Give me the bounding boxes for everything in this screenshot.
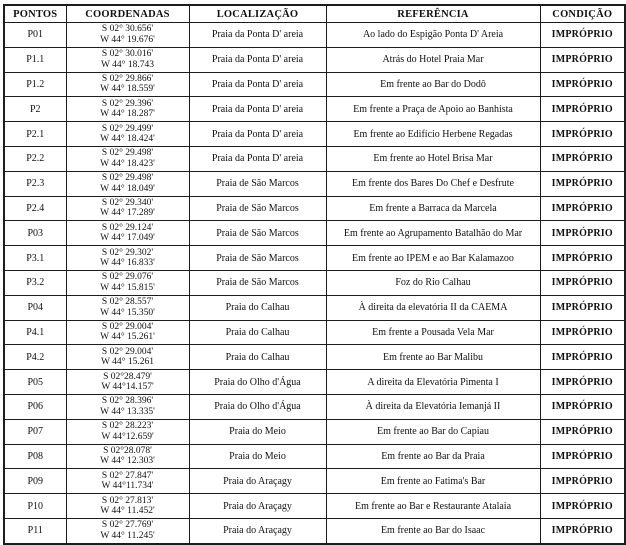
cell-ponto: P05 bbox=[4, 370, 66, 395]
coordinate-west: W 44° 18.423' bbox=[100, 158, 155, 169]
cell-localizacao: Praia do Araçagy bbox=[189, 518, 326, 543]
cell-condicao: IMPRÓPRIO bbox=[540, 370, 625, 395]
table-row bbox=[4, 494, 625, 519]
cell-condicao: IMPRÓPRIO bbox=[540, 196, 625, 221]
table-row bbox=[4, 370, 625, 395]
cell-localizacao: Praia do Calhau bbox=[189, 345, 326, 370]
cell-condicao: IMPRÓPRIO bbox=[540, 97, 625, 122]
cell-coordenadas bbox=[66, 246, 189, 271]
cell-ponto: P3.2 bbox=[4, 270, 66, 295]
cell-ponto: P1.1 bbox=[4, 47, 66, 72]
cell-ponto: P4.1 bbox=[4, 320, 66, 345]
cell-coordenadas bbox=[66, 295, 189, 320]
coordinate-south: S 02° 29.004' bbox=[101, 346, 154, 357]
cell-coordenadas bbox=[66, 394, 189, 419]
cell-coordenadas bbox=[66, 146, 189, 171]
coordinate-west: W 44°12.659' bbox=[101, 431, 154, 442]
cell-condicao: IMPRÓPRIO bbox=[540, 469, 625, 494]
cell-coordenadas bbox=[66, 320, 189, 345]
cell-ponto: P2.4 bbox=[4, 196, 66, 221]
table-row bbox=[4, 246, 625, 271]
cell-coordenadas bbox=[66, 196, 189, 221]
coordinate-west: W 44° 15.815' bbox=[100, 282, 155, 293]
coordinate-west: W 44° 17.289' bbox=[100, 208, 155, 219]
cell-referencia: Em frente ao Bar Malibu bbox=[326, 345, 540, 370]
cell-ponto: P1.2 bbox=[4, 72, 66, 97]
cell-referencia: Em frente a Pousada Vela Mar bbox=[326, 320, 540, 345]
table-row bbox=[4, 221, 625, 246]
table-row bbox=[4, 518, 625, 543]
cell-coordenadas bbox=[66, 518, 189, 543]
cell-ponto: P03 bbox=[4, 221, 66, 246]
cell-ponto: P3.1 bbox=[4, 246, 66, 271]
cell-condicao: IMPRÓPRIO bbox=[540, 171, 625, 196]
table-row bbox=[4, 122, 625, 147]
cell-coordenadas bbox=[66, 72, 189, 97]
cell-referencia: Em frente ao Bar da Praia bbox=[326, 444, 540, 469]
coordinate-west: W 44° 15.261' bbox=[100, 332, 155, 343]
cell-referencia: Em frente ao IPEM e ao Bar Kalamazoo bbox=[326, 246, 540, 271]
cell-localizacao: Praia do Meio bbox=[189, 444, 326, 469]
cell-referencia: Em frente ao Bar do Isaac bbox=[326, 518, 540, 543]
table-row bbox=[4, 469, 625, 494]
cell-referencia: Em frente ao Bar do Capiau bbox=[326, 419, 540, 444]
coordinate-south: S 02° 29.004' bbox=[101, 321, 154, 332]
cell-localizacao: Praia da Ponta D' areia bbox=[189, 122, 326, 147]
cell-coordenadas bbox=[66, 122, 189, 147]
cell-referencia: Foz do Rio Calhau bbox=[326, 270, 540, 295]
coordinate-south: S 02°28.479' bbox=[103, 371, 152, 382]
coordinate-west: W 44° 11.245' bbox=[100, 530, 155, 541]
coordinate-south: S 02° 27.769' bbox=[101, 520, 154, 531]
cell-condicao: IMPRÓPRIO bbox=[540, 295, 625, 320]
table-row bbox=[4, 171, 625, 196]
coordinate-west: W 44° 15.261 bbox=[101, 357, 154, 368]
cell-condicao: IMPRÓPRIO bbox=[540, 122, 625, 147]
coordinate-south: S 02° 29.396' bbox=[101, 98, 154, 109]
cell-coordenadas bbox=[66, 221, 189, 246]
cell-localizacao: Praia de São Marcos bbox=[189, 171, 326, 196]
cell-ponto: P10 bbox=[4, 494, 66, 519]
coordinate-west: W 44° 16.833' bbox=[100, 258, 155, 269]
cell-referencia: Em frente ao Hotel Brisa Mar bbox=[326, 146, 540, 171]
cell-localizacao: Praia do Meio bbox=[189, 419, 326, 444]
cell-coordenadas bbox=[66, 97, 189, 122]
table-row bbox=[4, 72, 625, 97]
coordinate-west: W 44° 12.303' bbox=[100, 456, 155, 467]
cell-localizacao: Praia da Ponta D' areia bbox=[189, 72, 326, 97]
coordinate-west: W 44° 13.335' bbox=[100, 406, 155, 417]
cell-condicao: IMPRÓPRIO bbox=[540, 270, 625, 295]
cell-condicao: IMPRÓPRIO bbox=[540, 345, 625, 370]
coordinate-west: W 44° 18.743 bbox=[101, 59, 154, 70]
cell-condicao: IMPRÓPRIO bbox=[540, 146, 625, 171]
cell-coordenadas bbox=[66, 47, 189, 72]
cell-condicao: IMPRÓPRIO bbox=[540, 419, 625, 444]
cell-coordenadas bbox=[66, 444, 189, 469]
cell-localizacao: Praia do Calhau bbox=[189, 295, 326, 320]
beach-monitoring-points-table bbox=[3, 4, 626, 545]
cell-coordenadas bbox=[66, 419, 189, 444]
cell-localizacao: Praia do Calhau bbox=[189, 320, 326, 345]
cell-referencia: Em frente dos Bares Do Chef e Desfrute bbox=[326, 171, 540, 196]
cell-referencia: Em frente a Barraca da Marcela bbox=[326, 196, 540, 221]
cell-coordenadas bbox=[66, 370, 189, 395]
coordinate-south: S 02° 28.557' bbox=[101, 297, 154, 308]
cell-ponto: P2.2 bbox=[4, 146, 66, 171]
cell-ponto: P2 bbox=[4, 97, 66, 122]
cell-referencia: Em frente ao Agrupamento Batalhão do Mar bbox=[326, 221, 540, 246]
coordinate-south: S 02° 28.223' bbox=[101, 421, 154, 432]
cell-condicao: IMPRÓPRIO bbox=[540, 221, 625, 246]
coordinate-south: S 02° 27.813' bbox=[101, 495, 154, 506]
coordinate-south: S 02° 29.302' bbox=[101, 247, 154, 258]
table-row bbox=[4, 97, 625, 122]
cell-referencia: Em frente ao Edifício Herbene Regadas bbox=[326, 122, 540, 147]
cell-localizacao: Praia da Ponta D' areia bbox=[189, 146, 326, 171]
cell-referencia: A direita da Elevatória Pimenta I bbox=[326, 370, 540, 395]
coordinate-south: S 02° 29.866' bbox=[101, 73, 154, 84]
cell-referencia: Em frente ao Bar do Dodô bbox=[326, 72, 540, 97]
cell-ponto: P09 bbox=[4, 469, 66, 494]
coordinate-west: W 44° 19.676' bbox=[100, 34, 155, 45]
cell-condicao: IMPRÓPRIO bbox=[540, 444, 625, 469]
cell-referencia: Ao lado do Espigão Ponta D' Areia bbox=[326, 23, 540, 48]
table-row bbox=[4, 23, 625, 48]
coordinate-south: S 02° 30.016' bbox=[101, 49, 154, 60]
cell-coordenadas bbox=[66, 171, 189, 196]
coordinate-south: S 02° 29.340' bbox=[101, 197, 154, 208]
coordinate-west: W 44° 18.424' bbox=[100, 134, 155, 145]
cell-ponto: P07 bbox=[4, 419, 66, 444]
table-row bbox=[4, 196, 625, 221]
coordinate-south: S 02° 29.499' bbox=[101, 123, 154, 134]
coordinate-south: S 02° 29.076' bbox=[101, 272, 154, 283]
coordinate-south: S 02° 29.124' bbox=[101, 222, 154, 233]
table-row bbox=[4, 47, 625, 72]
coordinate-west: W 44° 15.350' bbox=[100, 307, 155, 318]
cell-referencia: À direita da Elevatória Iemanjá II bbox=[326, 394, 540, 419]
column-header-pontos: PONTOS bbox=[4, 5, 66, 23]
coordinate-west: W 44° 18.049' bbox=[100, 183, 155, 194]
cell-condicao: IMPRÓPRIO bbox=[540, 494, 625, 519]
table-row bbox=[4, 345, 625, 370]
cell-coordenadas bbox=[66, 469, 189, 494]
coordinate-west: W 44° 17.049' bbox=[100, 233, 155, 244]
table-row bbox=[4, 444, 625, 469]
cell-coordenadas bbox=[66, 23, 189, 48]
header-row bbox=[4, 5, 625, 23]
coordinate-south: S 02° 30.656' bbox=[101, 24, 154, 35]
cell-coordenadas bbox=[66, 270, 189, 295]
cell-condicao: IMPRÓPRIO bbox=[540, 518, 625, 543]
cell-localizacao: Praia de São Marcos bbox=[189, 196, 326, 221]
cell-localizacao: Praia de São Marcos bbox=[189, 270, 326, 295]
cell-ponto: P2.1 bbox=[4, 122, 66, 147]
cell-ponto: P06 bbox=[4, 394, 66, 419]
cell-condicao: IMPRÓPRIO bbox=[540, 320, 625, 345]
cell-ponto: P4.2 bbox=[4, 345, 66, 370]
table-row bbox=[4, 394, 625, 419]
cell-condicao: IMPRÓPRIO bbox=[540, 246, 625, 271]
cell-coordenadas bbox=[66, 345, 189, 370]
coordinate-west: W 44° 18.559' bbox=[100, 84, 155, 95]
cell-localizacao: Praia do Olho d'Água bbox=[189, 394, 326, 419]
table-row bbox=[4, 419, 625, 444]
cell-condicao: IMPRÓPRIO bbox=[540, 72, 625, 97]
coordinate-south: S 02° 29.498' bbox=[101, 148, 154, 159]
cell-condicao: IMPRÓPRIO bbox=[540, 23, 625, 48]
cell-referencia: Em frente a Praça de Apoio ao Banhista bbox=[326, 97, 540, 122]
cell-localizacao: Praia da Ponta D' areia bbox=[189, 97, 326, 122]
coordinate-south: S 02° 29.498' bbox=[101, 173, 154, 184]
cell-referencia: Em frente ao Fatima's Bar bbox=[326, 469, 540, 494]
coordinate-west: W 44° 11.452' bbox=[100, 506, 155, 517]
cell-localizacao: Praia de São Marcos bbox=[189, 246, 326, 271]
coordinate-west: W 44°11.734' bbox=[101, 481, 154, 492]
cell-localizacao: Praia da Ponta D' areia bbox=[189, 47, 326, 72]
column-header-condicao: CONDIÇÃO bbox=[540, 5, 625, 23]
cell-ponto: P04 bbox=[4, 295, 66, 320]
table-row bbox=[4, 295, 625, 320]
table-row bbox=[4, 146, 625, 171]
coordinate-west: W 44°14.157' bbox=[101, 382, 154, 393]
cell-localizacao: Praia do Olho d'Água bbox=[189, 370, 326, 395]
cell-condicao: IMPRÓPRIO bbox=[540, 47, 625, 72]
coordinate-south: S 02° 28.396' bbox=[101, 396, 154, 407]
cell-coordenadas bbox=[66, 494, 189, 519]
coordinate-south: S 02° 27.847' bbox=[101, 470, 154, 481]
cell-localizacao: Praia do Araçagy bbox=[189, 469, 326, 494]
column-header-localizacao: LOCALIZAÇÃO bbox=[189, 5, 326, 23]
cell-referencia: À direita da elevatória II da CAEMA bbox=[326, 295, 540, 320]
cell-referencia: Atrás do Hotel Praia Mar bbox=[326, 47, 540, 72]
coordinate-south: S 02°28.078' bbox=[103, 445, 152, 456]
cell-localizacao: Praia do Araçagy bbox=[189, 494, 326, 519]
cell-condicao: IMPRÓPRIO bbox=[540, 394, 625, 419]
column-header-referencia: REFERÊNCIA bbox=[326, 5, 540, 23]
cell-ponto: P01 bbox=[4, 23, 66, 48]
table-row bbox=[4, 270, 625, 295]
cell-ponto: P2.3 bbox=[4, 171, 66, 196]
column-header-coordenadas: COORDENADAS bbox=[66, 5, 189, 23]
cell-localizacao: Praia de São Marcos bbox=[189, 221, 326, 246]
cell-referencia: Em frente ao Bar e Restaurante Atalaia bbox=[326, 494, 540, 519]
cell-ponto: P11 bbox=[4, 518, 66, 543]
table-row bbox=[4, 320, 625, 345]
cell-localizacao: Praia da Ponta D' areia bbox=[189, 23, 326, 48]
coordinate-west: W 44° 18.287' bbox=[100, 109, 155, 120]
cell-ponto: P08 bbox=[4, 444, 66, 469]
